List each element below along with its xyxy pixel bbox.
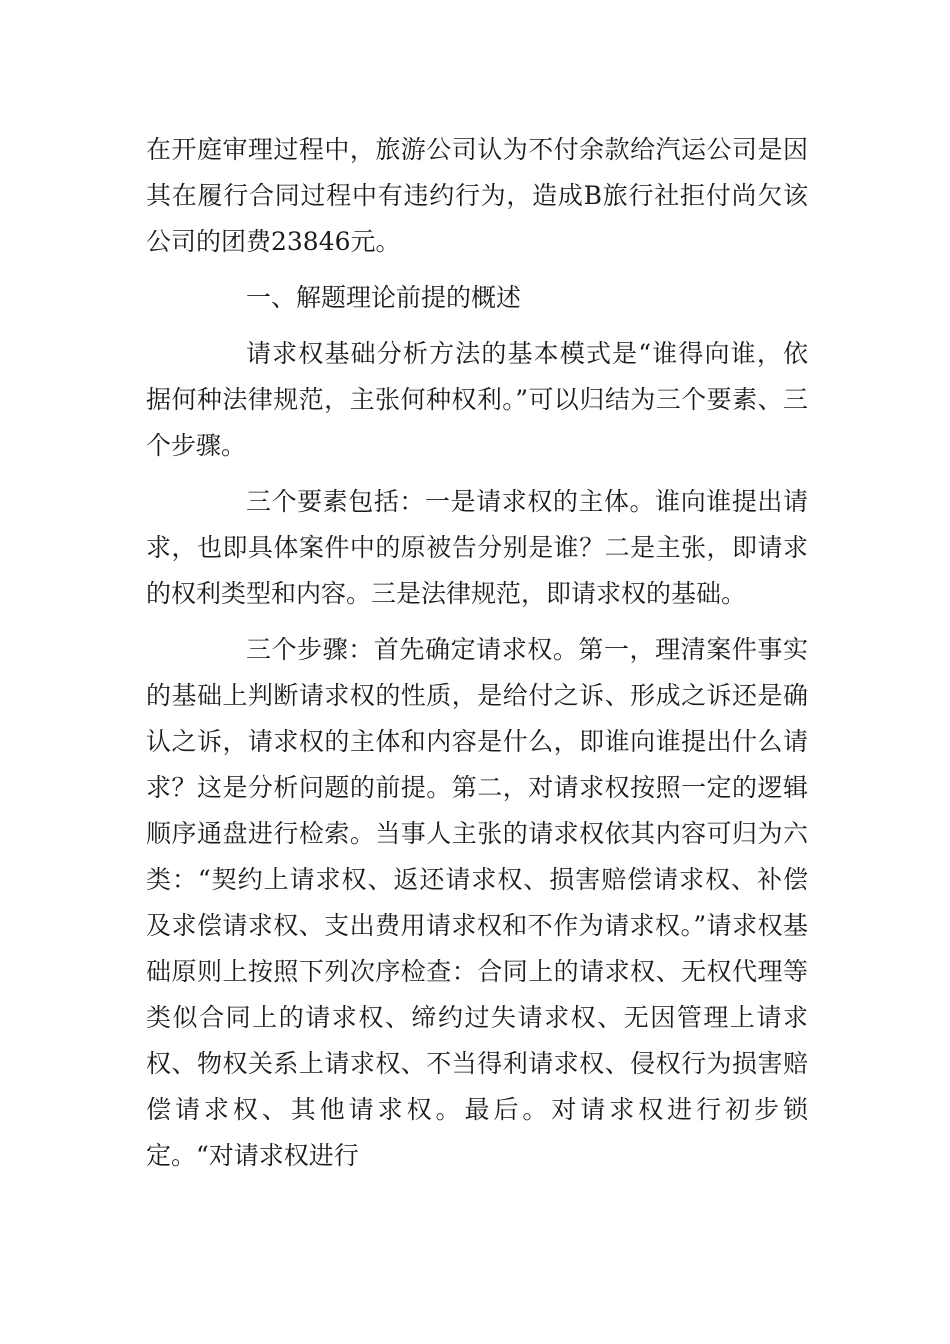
paragraph-three-steps: 三个步骤：首先确定请求权。第一，理清案件事实的基础上判断请求权的性质，是给付之诉、形成之诉还是确认之诉，请求权的主体和内容是什么，即谁向谁提出什么请求？这是分析问题的前提。第二，对请求权按照一定的逻辑顺序通盘进行检索。当事人主张的请求权依其内容可归为六类：“契约上请求权、返还请求权、损害赔偿请求权、补偿及求偿请求权、支出费用请求权和不作为请求权。”请求权基础原则上按照下列次序检查：合同上的请求权、无权代理等类似合同上的请求权、缔约过失请求权、无因管理上请求权、物权关系上请求权、不当得利请求权、侵权行为损害赔偿请求权、其他请求权。最后。对请求权进行初步锁定。“对请求权进行: [146, 635, 808, 1170]
section-heading: 一、解题理论前提的概述: [246, 283, 522, 312]
paragraph-basic-model: 请求权基础分析方法的基本模式是“谁得向谁，依据何种法律规范，主张何种权利。”可以归结为三个要素、三个步骤。: [146, 339, 808, 460]
paragraph-three-elements: 三个要素包括：一是请求权的主体。谁向谁提出请求，也即具体案件中的原被告分别是谁？二是主张，即请求的权利类型和内容。三是法律规范，即请求权的基础。: [146, 487, 808, 608]
document-body: [146, 127, 808, 1189]
paragraph-trial-summary: 在开庭审理过程中，旅游公司认为不付余款给汽运公司是因其在履行合同过程中有违约行为，造成B旅行社拒付尚欠该公司的团费23846元。: [146, 135, 808, 256]
